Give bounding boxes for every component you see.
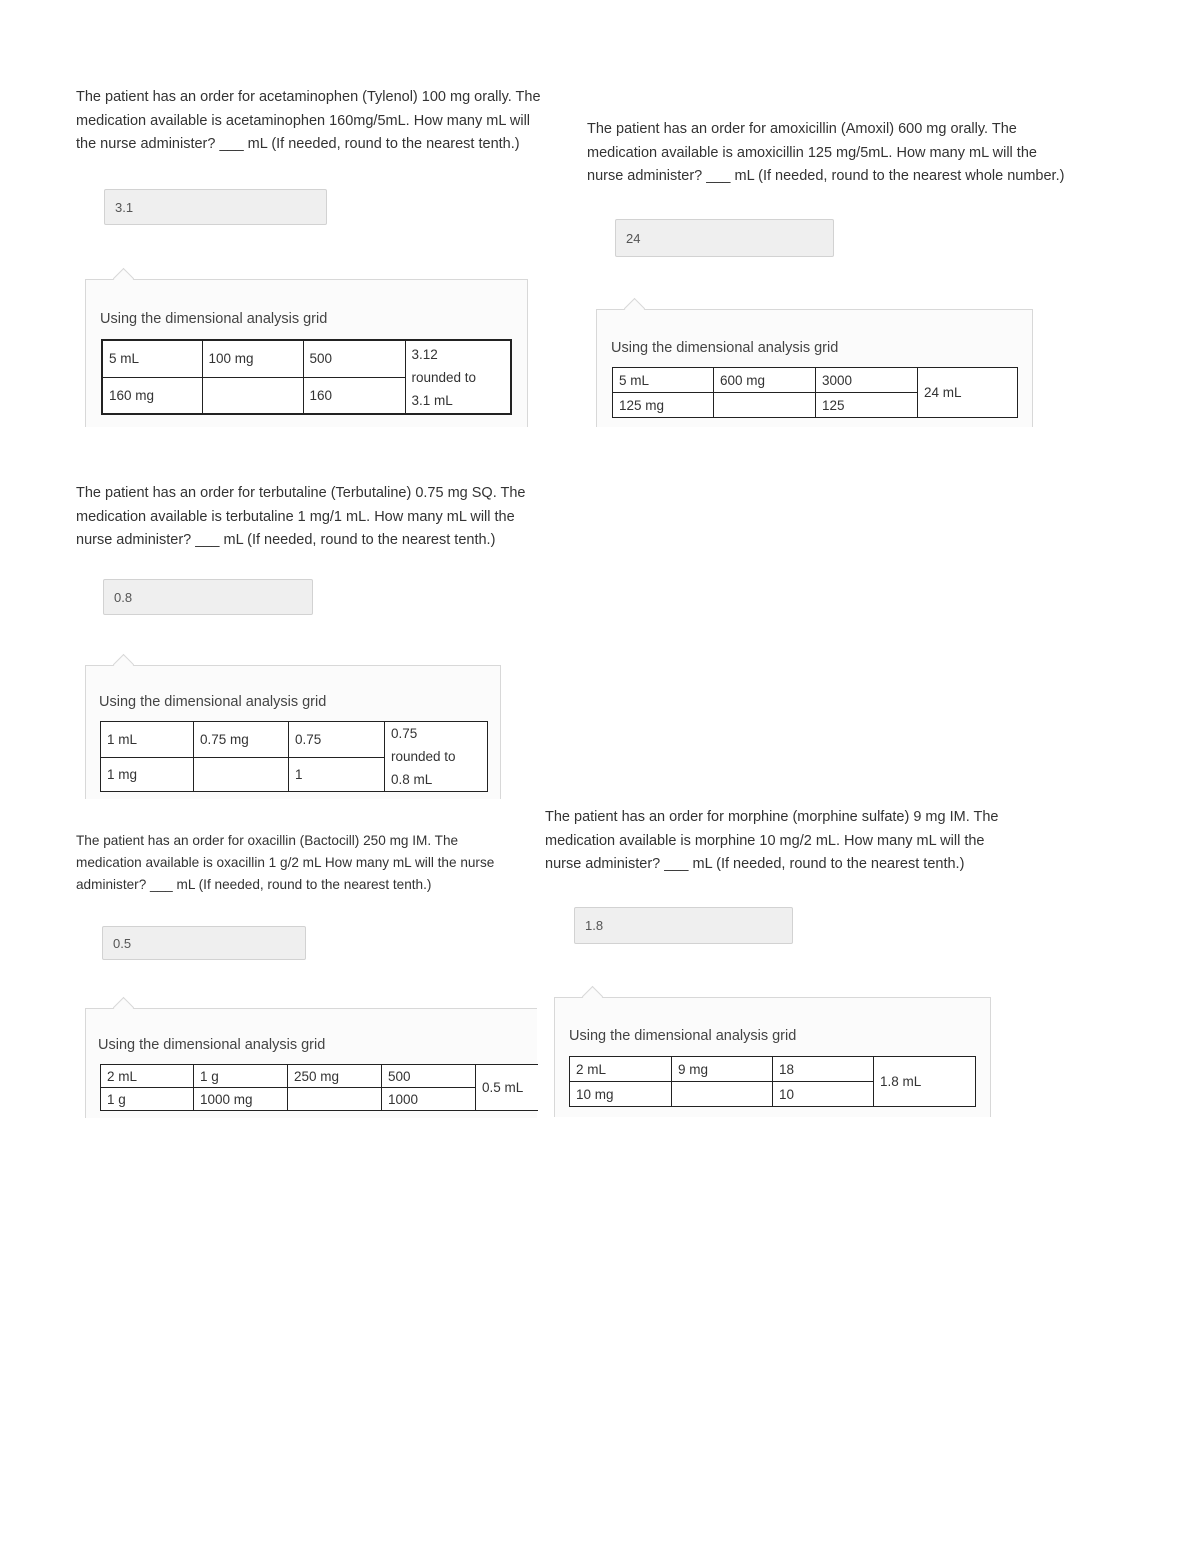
answer-field[interactable] bbox=[574, 907, 793, 944]
grid-cell bbox=[672, 1082, 773, 1107]
feedback-panel bbox=[554, 997, 991, 1117]
grid-cell: 9 mg bbox=[672, 1057, 773, 1082]
feedback-panel bbox=[85, 665, 501, 799]
grid-result-cell bbox=[385, 722, 488, 792]
grid-cell: 1 bbox=[289, 757, 385, 792]
grid-cell: 160 bbox=[303, 377, 405, 414]
answer-value: 3.1 bbox=[115, 199, 134, 215]
question-oxacillin bbox=[76, 830, 544, 896]
grid-result-line: rounded to bbox=[411, 369, 477, 385]
grid-title: Using the dimensional analysis grid bbox=[100, 311, 328, 327]
question-line: medication available is oxacillin 1 g/2 mL How many mL will the nurse bbox=[76, 855, 495, 870]
grid-title: Using the dimensional analysis grid bbox=[99, 694, 327, 710]
grid-cell: 500 bbox=[382, 1065, 476, 1088]
question-line: medication available is amoxicillin 125 mg/5mL. How many mL will the bbox=[587, 144, 1037, 161]
question-line: medication available is acetaminophen 160mg/5mL. How many mL will bbox=[76, 112, 531, 129]
answer-field[interactable] bbox=[615, 219, 834, 257]
question-line: nurse administer? ___ mL (If needed, round to the nearest tenth.) bbox=[76, 532, 496, 548]
feedback-panel bbox=[596, 309, 1033, 427]
question-line: nurse administer? ___ mL (If needed, round to the nearest tenth.) bbox=[545, 856, 965, 872]
question-line: The patient has an order for amoxicillin (Amoxil) 600 mg orally. The bbox=[587, 121, 1017, 137]
dimensional-analysis-grid bbox=[100, 721, 488, 792]
question-line: medication available is morphine 10 mg/2 mL. How many mL will the bbox=[545, 832, 985, 849]
grid-cell: 160 mg bbox=[102, 377, 202, 414]
grid-title: Using the dimensional analysis grid bbox=[98, 1037, 326, 1053]
answer-field[interactable] bbox=[104, 189, 327, 225]
answer-value: 1.8 bbox=[585, 918, 604, 933]
grid-cell: 125 mg bbox=[613, 393, 714, 418]
feedback-panel bbox=[85, 1008, 537, 1118]
question-line: the nurse administer? ___ mL (If needed, round to the nearest tenth.) bbox=[76, 136, 520, 152]
grid-cell: 1 g bbox=[101, 1088, 194, 1111]
answer-value: 24 bbox=[626, 230, 641, 246]
grid-cell: 500 bbox=[303, 340, 405, 377]
grid-title: Using the dimensional analysis grid bbox=[611, 340, 839, 356]
feedback-pointer bbox=[113, 268, 134, 289]
grid-cell: 250 mg bbox=[288, 1065, 382, 1088]
grid-cell bbox=[714, 393, 816, 418]
grid-result-line: 0.8 mL bbox=[391, 772, 433, 787]
dimensional-analysis-grid bbox=[101, 339, 512, 415]
grid-cell: 1 mL bbox=[101, 722, 194, 758]
grid-result-cell: 1.8 mL bbox=[874, 1057, 976, 1107]
grid-cell bbox=[288, 1088, 382, 1111]
dimensional-analysis-grid bbox=[100, 1064, 538, 1111]
grid-result-line: 3.1 mL bbox=[411, 392, 453, 408]
question-line: The patient has an order for morphine (morphine sulfate) 9 mg IM. The bbox=[545, 809, 999, 825]
grid-result-cell: 24 mL bbox=[918, 368, 1018, 418]
answer-value: 0.8 bbox=[114, 589, 133, 605]
feedback-pointer bbox=[113, 997, 134, 1018]
grid-cell: 10 mg bbox=[570, 1082, 672, 1107]
grid-cell: 5 mL bbox=[102, 340, 202, 377]
feedback-panel bbox=[85, 279, 528, 427]
question-line: medication available is terbutaline 1 mg/1 mL. How many mL will the bbox=[76, 508, 515, 525]
question-line: nurse administer? ___ mL (If needed, round to the nearest whole number.) bbox=[587, 168, 1065, 184]
answer-field[interactable] bbox=[102, 926, 306, 960]
feedback-pointer bbox=[624, 298, 645, 319]
answer-value: 0.5 bbox=[113, 935, 132, 951]
grid-cell: 1000 mg bbox=[194, 1088, 288, 1111]
question-acetaminophen bbox=[76, 86, 586, 157]
grid-cell: 1 g bbox=[194, 1065, 288, 1088]
grid-result-cell bbox=[405, 340, 511, 414]
grid-cell: 5 mL bbox=[613, 368, 714, 393]
grid-title: Using the dimensional analysis grid bbox=[569, 1028, 797, 1044]
grid-result-cell: 0.5 mL bbox=[476, 1065, 539, 1111]
question-line: The patient has an order for acetaminophen (Tylenol) 100 mg orally. The bbox=[76, 89, 541, 105]
grid-cell: 1 mg bbox=[101, 757, 194, 792]
grid-cell: 2 mL bbox=[101, 1065, 194, 1088]
question-morphine bbox=[545, 806, 1065, 877]
grid-cell bbox=[194, 757, 289, 792]
grid-cell: 600 mg bbox=[714, 368, 816, 393]
grid-result-line: 0.75 bbox=[391, 726, 418, 741]
answer-field[interactable] bbox=[103, 579, 313, 615]
feedback-pointer bbox=[113, 654, 134, 675]
dimensional-analysis-grid bbox=[569, 1056, 976, 1107]
grid-cell: 10 bbox=[773, 1082, 874, 1107]
feedback-pointer bbox=[582, 986, 603, 1007]
dimensional-analysis-grid bbox=[612, 367, 1018, 418]
grid-cell: 125 bbox=[816, 393, 918, 418]
grid-cell: 3000 bbox=[816, 368, 918, 393]
grid-cell: 1000 bbox=[382, 1088, 476, 1111]
question-terbutaline bbox=[76, 482, 556, 553]
grid-cell: 100 mg bbox=[202, 340, 303, 377]
question-line: The patient has an order for terbutaline (Terbutaline) 0.75 mg SQ. The bbox=[76, 485, 526, 501]
grid-result-line: 3.12 bbox=[411, 346, 438, 362]
grid-cell: 18 bbox=[773, 1057, 874, 1082]
question-line: The patient has an order for oxacillin (Bactocill) 250 mg IM. The bbox=[76, 833, 459, 848]
question-line: administer? ___ mL (If needed, round to the nearest tenth.) bbox=[76, 877, 432, 892]
grid-cell bbox=[202, 377, 303, 414]
grid-cell: 0.75 mg bbox=[194, 722, 289, 758]
grid-result-line: rounded to bbox=[391, 749, 456, 764]
grid-cell: 2 mL bbox=[570, 1057, 672, 1082]
grid-cell: 0.75 bbox=[289, 722, 385, 758]
question-amoxicillin bbox=[587, 118, 1147, 189]
